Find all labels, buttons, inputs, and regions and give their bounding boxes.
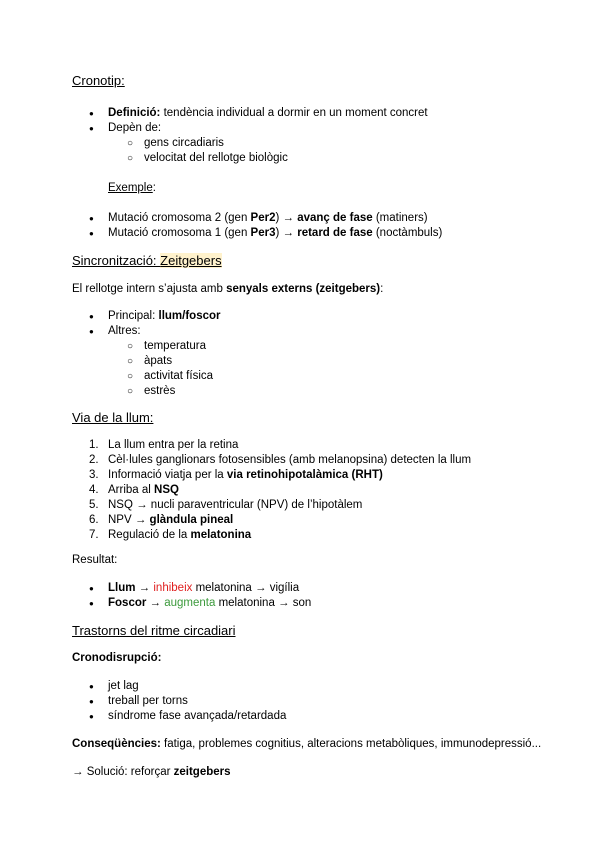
sync-intro: El rellotge intern s’ajusta amb senyals externs (zeitgebers): — [72, 283, 384, 295]
bullet-icon: ● — [89, 682, 94, 691]
list-item-altres: ● Altres: — [89, 325, 141, 337]
list-item-llum: ● Llum → inhibeix melatonina → vigília — [89, 582, 300, 594]
sublist-item: ○ temperatura — [127, 340, 207, 352]
step-item: 5. NSQ → nucli paraventricular (NPV) de l’hipotàlem — [89, 499, 363, 511]
sublist-item: ○ velocitat del rellotge biològic — [127, 152, 288, 164]
consequencies: Conseqüències: fatiga, problemes cognitius, alteracions metabòliques, immunodepressió... — [72, 738, 542, 750]
list-item-definicio: ● Definició: tendència individual a dormir en un moment concret — [89, 107, 428, 119]
circle-bullet-icon: ○ — [127, 153, 134, 164]
step-item: 7. Regulació de la melatonina — [89, 529, 252, 541]
list-item: ● jet lag — [89, 680, 139, 692]
heading-cronotip: Cronotip: — [72, 73, 125, 88]
bullet-icon: ● — [89, 214, 94, 223]
list-item-mutacio-1: ● Mutació cromosoma 2 (gen Per2) → avanç de fase (matiners) — [89, 212, 428, 224]
resultat-label: Resultat: — [72, 554, 118, 566]
sublist-item: ○ estrès — [127, 385, 176, 397]
exemple-label: Exemple: — [108, 182, 156, 194]
document-page — [72, 64, 552, 780]
circle-bullet-icon: ○ — [127, 371, 134, 382]
circle-bullet-icon: ○ — [127, 138, 134, 149]
bullet-icon: ● — [89, 599, 94, 608]
bullet-icon: ● — [89, 697, 94, 706]
step-item: 6. NPV → glàndula pineal — [89, 514, 234, 526]
bullet-icon: ● — [89, 327, 94, 336]
list-item-principal: ● Principal: llum/foscor — [89, 310, 221, 322]
step-item: 2. Cèl·lules ganglionars fotosensibles (amb melanopsina) detecten la llum — [89, 454, 472, 466]
sublist-item: ○ gens circadiaris — [127, 137, 224, 149]
cronodisrupcio-label: Cronodisrupció: — [72, 652, 162, 664]
bullet-icon: ● — [89, 229, 94, 238]
heading-sincronitzacio: Sincronització: Zeitgebers — [72, 253, 222, 268]
list-item-foscor: ● Foscor → augmenta melatonina → son — [89, 597, 312, 609]
step-item: 3. Informació viatja per la via retinohipotalàmica (RHT) — [89, 469, 383, 481]
bullet-icon: ● — [89, 712, 94, 721]
solucio: → Solució: reforçar zeitgebers — [72, 766, 231, 778]
step-item: 4. Arriba al NSQ — [89, 484, 179, 496]
circle-bullet-icon: ○ — [127, 341, 134, 352]
list-item: ● síndrome fase avançada/retardada — [89, 710, 287, 722]
sublist-item: ○ àpats — [127, 355, 173, 367]
list-item: ● treball per torns — [89, 695, 188, 707]
bullet-icon: ● — [89, 109, 94, 118]
bullet-icon: ● — [89, 312, 94, 321]
circle-bullet-icon: ○ — [127, 386, 134, 397]
list-item-mutacio-2: ● Mutació cromosoma 1 (gen Per3) → retard de fase (noctàmbuls) — [89, 227, 443, 239]
step-item: 1. La llum entra per la retina — [89, 439, 239, 451]
heading-via-llum: Via de la llum: — [72, 410, 154, 425]
heading-trastorns: Trastorns del ritme circadiari — [72, 623, 236, 638]
sublist-item: ○ activitat física — [127, 370, 214, 382]
bullet-icon: ● — [89, 124, 94, 133]
circle-bullet-icon: ○ — [127, 356, 134, 367]
bullet-icon: ● — [89, 584, 94, 593]
list-item-depen: ● Depèn de: — [89, 122, 162, 134]
